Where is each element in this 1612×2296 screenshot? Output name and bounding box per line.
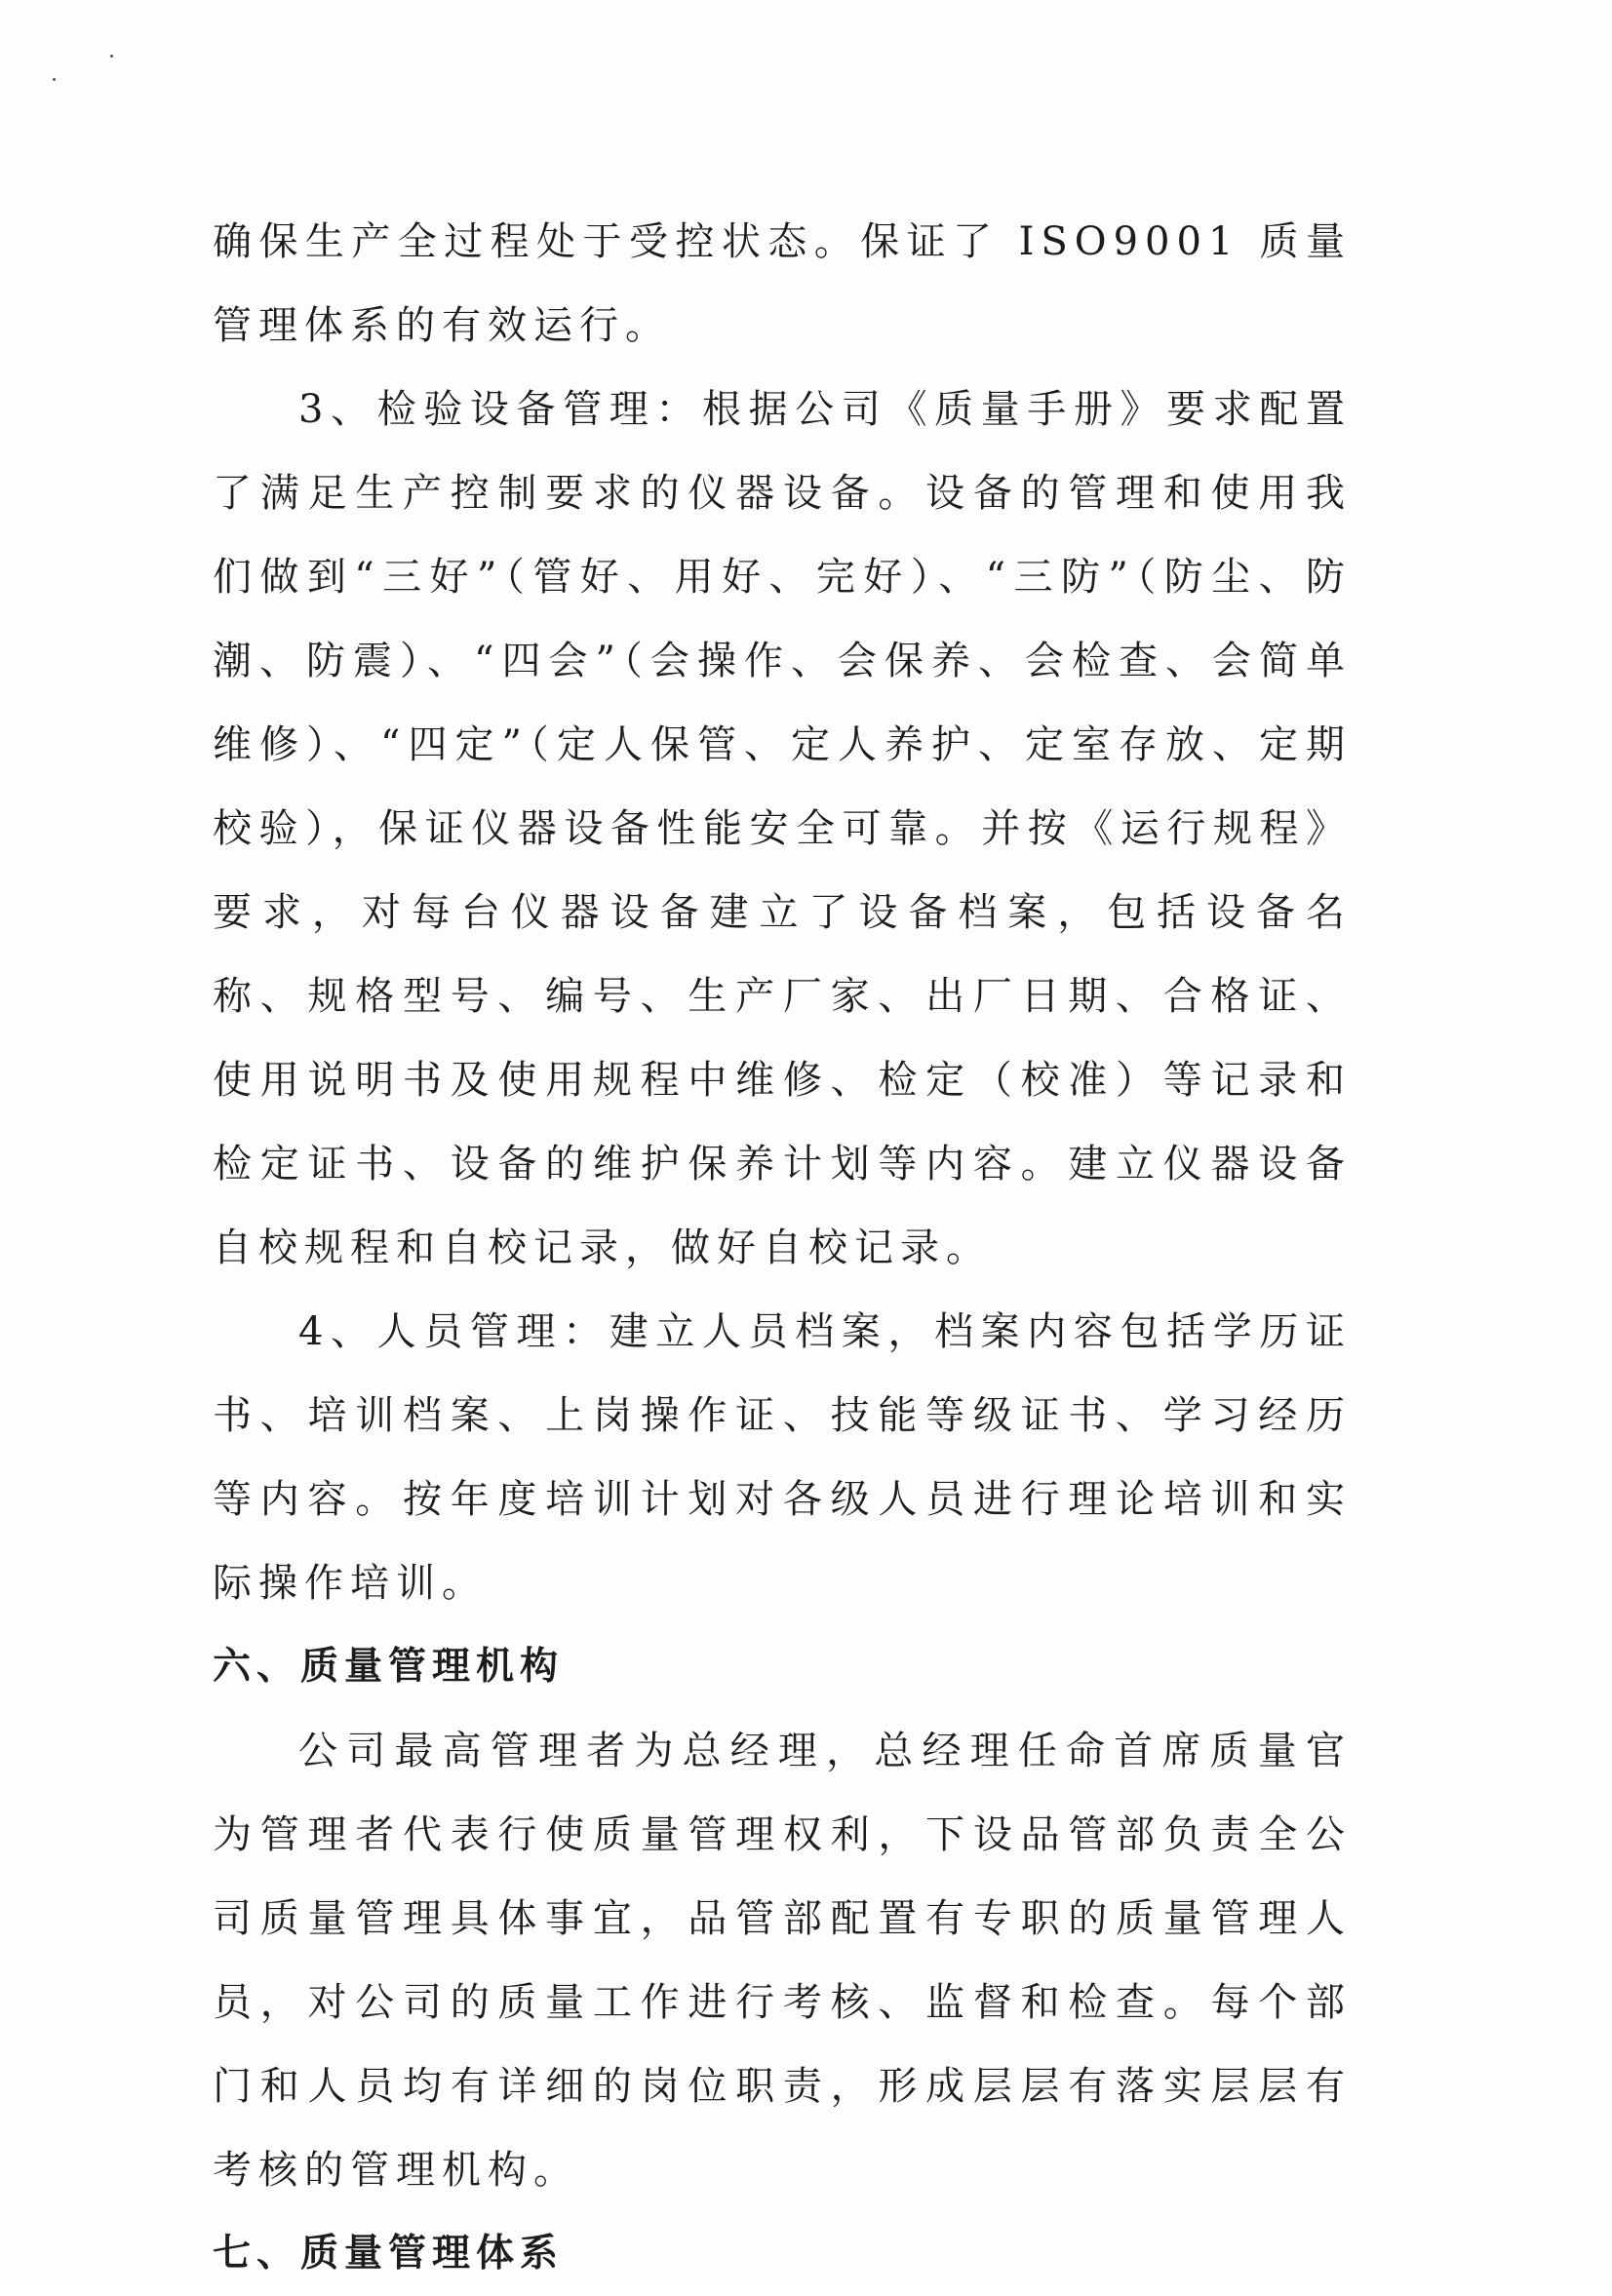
scan-speck — [53, 78, 56, 81]
paragraph-personnel-management: 4、人员管理：建立人员档案，档案内容包括学历证书、培训档案、上岗操作证、技能等级证书、学习经历等内容。按年度培训计划对各级人员进行理论培训和实际操作培训。 — [213, 1309, 1352, 1606]
paragraph-quality-organization: 公司最高管理者为总经理，总经理任命首席质量官为管理者代表行使质量管理权利，下设品管部负责全公司质量管理具体事宜，品管部配置有专职的质量管理人员，对公司的质量工作进行考核、监督和检查。每个部门和人员均有详细的岗位职责，形成层层有落实层层有考核的管理机构。 — [213, 1729, 1352, 2193]
document-body — [213, 200, 1352, 2296]
section-heading-quality-organization: 六、质量管理机构 — [213, 1645, 565, 1689]
paragraph-process-control: 确保生产全过程处于受控状态。保证了 ISO9001 质量管理体系的有效运行。 — [213, 219, 1352, 348]
section-heading-quality-system: 七、质量管理体系 — [213, 2232, 565, 2276]
scan-speck — [110, 55, 113, 58]
paragraph-equipment-management: 3、检验设备管理：根据公司《质量手册》要求配置了满足生产控制要求的仪器设备。设备的管理和使用我们做到“三好”（管好、用好、完好）、“三防”（防尘、防潮、防震）、“四会”（会操作、会保养、会检查、会简单维修）、“四定”（定人保管、定人养护、定室存放、定期校验），保证仪器设备性能安全可靠。并按《运行规程》要求，对每台仪器设备建立了设备档案，包括设备名称、规格型号、编号、生产厂家、出厂日期、合格证、使用说明书及使用规程中维修、检定（校准）等记录和检定证书、设备的维护保养计划等内容。建立仪器设备自校规程和自校记录，做好自校记录。 — [213, 387, 1352, 1270]
